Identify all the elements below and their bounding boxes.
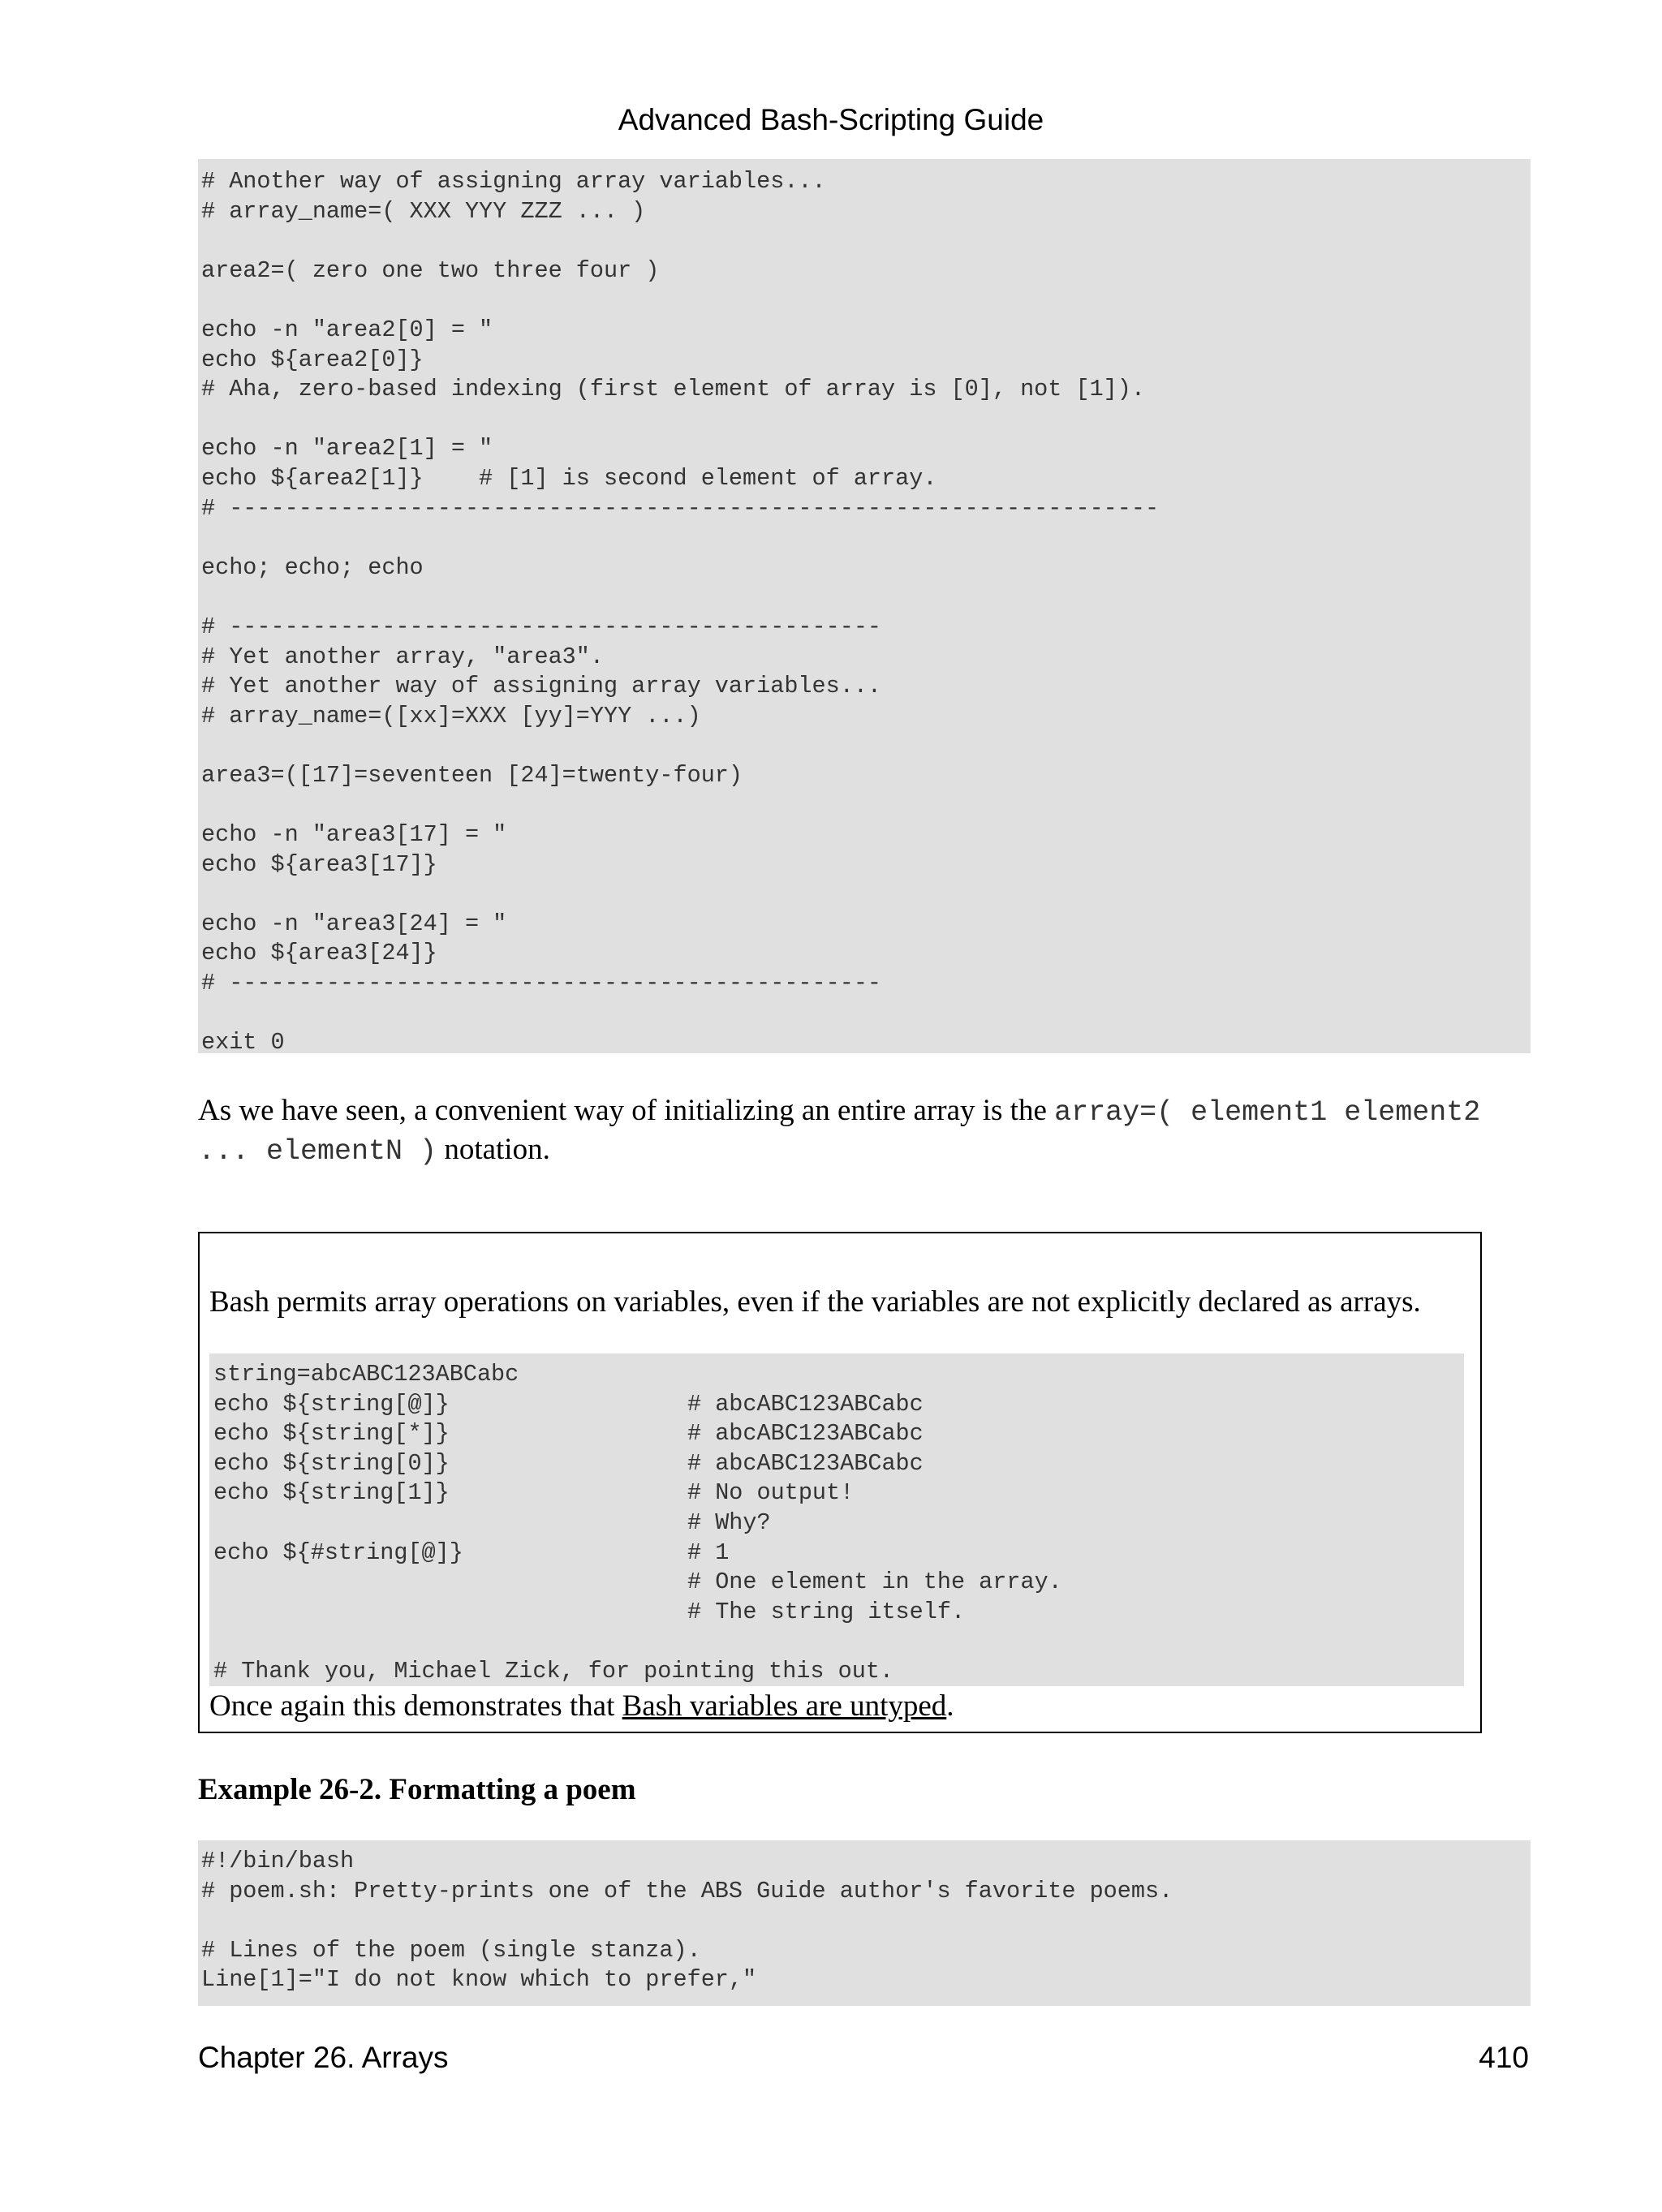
code-comment: # 1 bbox=[687, 1539, 730, 1566]
code-command: echo ${#string[@]} bbox=[213, 1539, 463, 1566]
note-closing-period: . bbox=[946, 1689, 954, 1723]
code-line: Line[1]="I do not know which to prefer," bbox=[201, 1966, 757, 1994]
code-line bbox=[213, 1390, 1464, 1420]
code-line bbox=[201, 226, 1531, 256]
footer-chapter: Chapter 26. Arrays bbox=[198, 2041, 449, 2074]
code-line: # array_name=([xx]=XXX [yy]=YYY ...) bbox=[201, 702, 701, 729]
code-comment: # One element in the array. bbox=[687, 1569, 1062, 1596]
code-comment: # abcABC123ABCabc bbox=[687, 1390, 924, 1418]
inline-code-array-continued: ... elementN ) bbox=[198, 1135, 437, 1168]
code-line: echo ${area3[24]} bbox=[201, 940, 437, 967]
code-block-poem bbox=[198, 1840, 1531, 2006]
note-closing-text: Once again this demonstrates that bbox=[209, 1689, 622, 1723]
poem-code-listing bbox=[201, 1847, 1531, 1995]
code-line bbox=[213, 1539, 1464, 1569]
code-line bbox=[213, 1360, 1464, 1390]
code-line: # poem.sh: Pretty-prints one of the ABS Guide author's favorite poems. bbox=[201, 1877, 1173, 1904]
paragraph-text-end: notation. bbox=[437, 1133, 550, 1166]
code-line: # ----------------------------------------------- bbox=[201, 970, 882, 997]
code-line: area2=( zero one two three four ) bbox=[201, 256, 660, 284]
code-line bbox=[201, 999, 1531, 1029]
paragraph-array-initialization bbox=[198, 1092, 1545, 1170]
code-comment: # No output! bbox=[687, 1479, 855, 1507]
code-line bbox=[201, 583, 1531, 613]
code-line: exit 0 bbox=[201, 1029, 285, 1057]
note-text: Bash permits array operations on variables, even if the variables are not explicitly declared as arrays. bbox=[209, 1285, 1421, 1319]
note-closing-sentence bbox=[209, 1688, 954, 1725]
code-line: # Aha, zero-based indexing (first element of array is [0], not [1]). bbox=[201, 376, 1145, 403]
code-line bbox=[213, 1598, 1464, 1628]
code-line bbox=[213, 1627, 1464, 1657]
code-line bbox=[201, 405, 1531, 435]
code-line: # array_name=( XXX YYY ZZZ ... ) bbox=[201, 197, 646, 225]
code-block-array-assignment bbox=[198, 159, 1531, 1057]
code-line bbox=[201, 286, 1531, 316]
code-line bbox=[201, 731, 1531, 761]
code-line: echo ${area2[0]} bbox=[201, 346, 424, 373]
code-comment: # Why? bbox=[687, 1508, 771, 1536]
code-command: echo ${string[*]} bbox=[213, 1420, 450, 1448]
code-line: echo -n "area2[1] = " bbox=[201, 435, 493, 463]
code-line: # Yet another way of assigning array variables... bbox=[201, 673, 882, 700]
note-box bbox=[198, 1232, 1482, 1733]
code-command: # Thank you, Michael Zick, for pointing this out. bbox=[213, 1657, 894, 1685]
code-line: echo -n "area2[0] = " bbox=[201, 316, 493, 343]
code-command: echo ${string[0]} bbox=[213, 1449, 450, 1477]
code-comment: # abcABC123ABCabc bbox=[687, 1449, 924, 1477]
code-line: # Another way of assigning array variables... bbox=[201, 168, 826, 195]
code-line bbox=[213, 1449, 1464, 1479]
paragraph-text: As we have seen, a convenient way of initializing an entire array is the bbox=[198, 1094, 1055, 1127]
code-line bbox=[201, 1906, 1531, 1936]
footer-page-number: 410 bbox=[1479, 2041, 1529, 2074]
code-line bbox=[213, 1508, 1464, 1539]
code-line: echo ${area3[17]} bbox=[201, 850, 437, 878]
code-comment: # The string itself. bbox=[687, 1598, 966, 1625]
page-header: Advanced Bash-Scripting Guide bbox=[618, 103, 1044, 136]
inline-code-array: array=( element1 element2 bbox=[1054, 1096, 1481, 1129]
note-code-listing bbox=[213, 1360, 1464, 1687]
code-line: # Yet another array, "area3". bbox=[201, 643, 604, 670]
code-line: echo; echo; echo bbox=[201, 553, 424, 581]
code-comment: # abcABC123ABCabc bbox=[687, 1420, 924, 1448]
bash-variables-untyped-link[interactable]: Bash variables are untyped bbox=[622, 1689, 947, 1723]
code-line bbox=[213, 1568, 1464, 1598]
code-line bbox=[213, 1419, 1464, 1449]
note-code-block bbox=[209, 1353, 1464, 1686]
code-line: #!/bin/bash bbox=[201, 1848, 355, 1874]
code-line: # ------------------------------------------------------------------- bbox=[201, 494, 1160, 522]
code-line bbox=[213, 1478, 1464, 1508]
code-line: echo -n "area3[17] = " bbox=[201, 821, 507, 849]
code-line bbox=[201, 790, 1531, 820]
code-command: string=abcABC123ABCabc bbox=[213, 1361, 519, 1388]
code-listing bbox=[201, 167, 1531, 1058]
example-title: Example 26-2. Formatting a poem bbox=[198, 1773, 636, 1806]
code-line: # Lines of the poem (single stanza). bbox=[201, 1936, 701, 1964]
code-line: echo ${area2[1]} # [1] is second element of array. bbox=[201, 464, 937, 492]
code-line bbox=[201, 880, 1531, 910]
code-line: # ----------------------------------------------- bbox=[201, 613, 882, 640]
code-line bbox=[201, 523, 1531, 553]
code-line: area3=([17]=seventeen [24]=twenty-four) bbox=[201, 761, 743, 789]
code-command: echo ${string[@]} bbox=[213, 1390, 450, 1418]
code-line bbox=[213, 1657, 1464, 1687]
code-line: echo -n "area3[24] = " bbox=[201, 910, 507, 937]
code-command: echo ${string[1]} bbox=[213, 1479, 450, 1507]
